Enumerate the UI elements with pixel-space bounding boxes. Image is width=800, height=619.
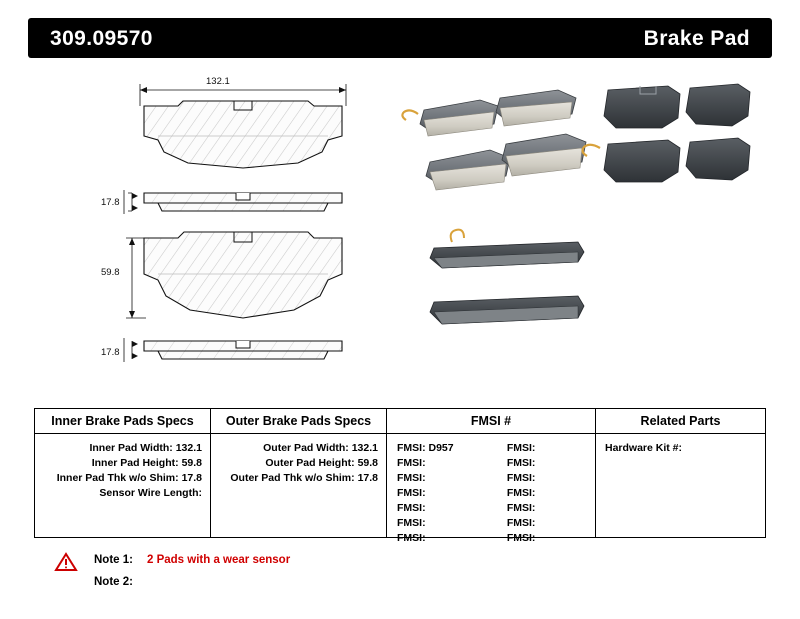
sensor-wire-length-label: Sensor Wire Length: <box>99 487 202 499</box>
dim-label-inner-width: 132.1 <box>206 76 230 87</box>
outer-pad-face-drawing <box>144 232 342 318</box>
fmsi-left-1: FMSI: <box>397 457 426 469</box>
col-header-outer-specs: Outer Brake Pads Specs <box>211 409 387 433</box>
hardware-kit-row <box>596 441 765 456</box>
line-drawing-group <box>28 62 388 392</box>
fmsi-row <box>387 516 595 531</box>
dim-label-inner-thickness: 17.8 <box>101 197 120 208</box>
fmsi-row <box>387 501 595 516</box>
inner-pad-thk-label: Inner Pad Thk w/o Shim: <box>56 472 179 484</box>
outer-pad-height-label: Outer Pad Height: <box>265 457 355 469</box>
fmsi-right-4: FMSI: <box>506 502 536 514</box>
fmsi-left-label-0: FMSI: <box>397 442 426 454</box>
pad-photo-cluster-left <box>402 90 586 190</box>
related-parts-cell <box>596 434 765 538</box>
product-drawing-area <box>28 62 772 392</box>
inner-pad-height-label: Inner Pad Height: <box>91 457 179 469</box>
fmsi-left-2: FMSI: <box>397 472 426 484</box>
fmsi-row <box>387 471 595 486</box>
spec-table <box>34 408 766 544</box>
sensor-wire-length-row <box>35 486 210 501</box>
note-1-label: Note 1: <box>94 554 133 566</box>
inner-pad-width-row <box>35 441 210 456</box>
inner-specs-cell <box>35 434 211 538</box>
outer-pad-width-row <box>211 441 386 456</box>
fmsi-right-5: FMSI: <box>506 517 536 529</box>
note-row-2 <box>34 574 554 596</box>
inner-pad-height-value: 59.8 <box>181 457 202 469</box>
fmsi-right-6: FMSI: <box>506 532 536 544</box>
fmsi-right-2: FMSI: <box>506 472 536 484</box>
spec-table-header-row <box>35 409 765 434</box>
note-2-label: Note 2: <box>94 576 133 588</box>
spec-table-body <box>35 434 765 544</box>
fmsi-left-5: FMSI: <box>397 517 426 529</box>
fmsi-row <box>387 441 595 456</box>
pad-photo-side-views <box>430 230 584 324</box>
dim-label-outer-height: 59.8 <box>101 267 120 278</box>
inner-pad-thk-value: 17.8 <box>181 472 202 484</box>
inner-pad-width-value: 132.1 <box>175 442 202 454</box>
fmsi-left-3: FMSI: <box>397 487 426 499</box>
col-header-inner-specs: Inner Brake Pads Specs <box>35 409 211 433</box>
inner-pad-width-label: Inner Pad Width: <box>89 442 173 454</box>
fmsi-row <box>387 531 595 546</box>
outer-pad-thk-value: 17.8 <box>357 472 378 484</box>
outer-pad-thk-label: Outer Pad Thk w/o Shim: <box>230 472 355 484</box>
fmsi-right-0 <box>499 441 595 456</box>
outer-pad-width-label: Outer Pad Width: <box>263 442 349 454</box>
part-number: 309.09570 <box>50 27 153 50</box>
page-title: Brake Pad <box>643 27 750 50</box>
fmsi-left-4: FMSI: <box>397 502 426 514</box>
note-row-1 <box>34 552 554 574</box>
fmsi-row <box>387 486 595 501</box>
pad-photo-cluster-right <box>583 84 750 182</box>
inner-pad-thk-row <box>35 471 210 486</box>
outer-pad-height-row <box>211 456 386 471</box>
product-photo-group <box>372 62 772 392</box>
col-header-fmsi: FMSI # <box>387 409 596 433</box>
fmsi-row <box>387 456 595 471</box>
fmsi-right-3: FMSI: <box>506 487 536 499</box>
warning-icon <box>54 552 78 572</box>
fmsi-right-label-0: FMSI: <box>506 442 536 454</box>
inner-pad-height-row <box>35 456 210 471</box>
fmsi-right-1: FMSI: <box>506 457 536 469</box>
outer-pad-thk-row <box>211 471 386 486</box>
fmsi-left-value-0: D957 <box>428 442 454 454</box>
dim-label-outer-thickness: 17.8 <box>101 347 120 358</box>
outer-pad-width-value: 132.1 <box>351 442 378 454</box>
outer-pad-height-value: 59.8 <box>357 457 378 469</box>
notes-section <box>34 552 554 596</box>
fmsi-left-0 <box>387 441 499 456</box>
fmsi-left-6: FMSI: <box>397 532 426 544</box>
hardware-kit-label: Hardware Kit #: <box>605 442 683 454</box>
fmsi-cell <box>387 434 596 544</box>
inner-pad-face-drawing <box>144 101 342 168</box>
outer-specs-cell <box>211 434 387 538</box>
header-bar <box>28 18 772 58</box>
col-header-related-parts: Related Parts <box>640 414 721 428</box>
note-1-value: 2 Pads with a wear sensor <box>147 554 291 566</box>
